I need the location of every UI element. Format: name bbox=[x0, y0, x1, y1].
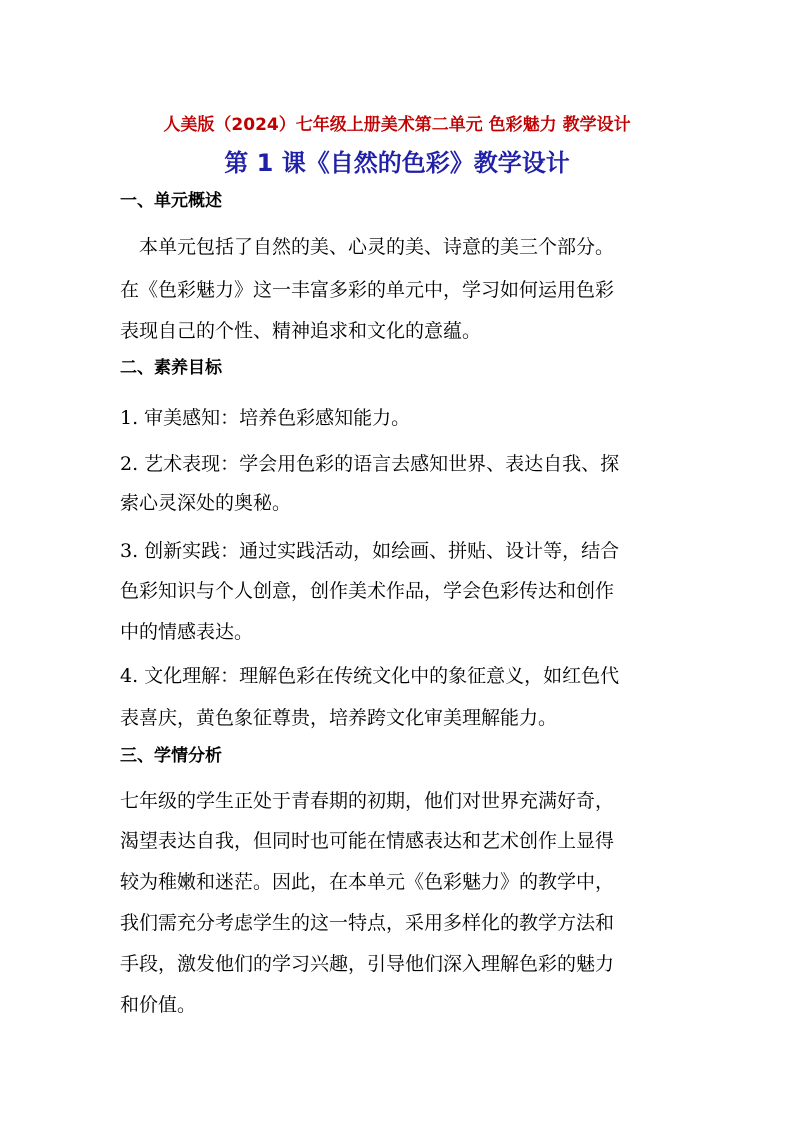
goal-item-continued: 色彩知识与个人创意，创作美术作品，学会色彩传达和创作 bbox=[120, 580, 615, 602]
goal-item: 3. 创新实践：通过实践活动，如绘画、拼贴、设计等，结合 bbox=[120, 540, 620, 562]
paragraph-line: 我们需充分考虑学生的这一特点，采用多样化的教学方法和 bbox=[120, 912, 615, 934]
goal-item-continued: 表喜庆，黄色象征尊贵，培养跨文化审美理解能力。 bbox=[120, 707, 558, 729]
goal-item: 2. 艺术表现：学会用色彩的语言去感知世界、表达自我、探 bbox=[120, 453, 620, 475]
section-heading-learner-analysis: 三、学情分析 bbox=[120, 746, 222, 766]
section-heading-unit-overview: 一、单元概述 bbox=[120, 191, 222, 211]
lesson-title: 第 1 课《自然的色彩》教学设计 bbox=[224, 149, 570, 177]
paragraph-line: 本单元包括了自然的美、心灵的美、诗意的美三个部分。 bbox=[139, 236, 615, 258]
paragraph-line: 渴望表达自我，但同时也可能在情感表达和艺术创作上显得 bbox=[120, 830, 615, 852]
goal-item: 1. 审美感知：培养色彩感知能力。 bbox=[120, 407, 411, 429]
goal-item-continued: 索心灵深处的奥秘。 bbox=[120, 492, 292, 514]
goal-item: 4. 文化理解：理解色彩在传统文化中的象征意义，如红色代 bbox=[120, 665, 620, 687]
paragraph-line: 较为稚嫩和迷茫。因此，在本单元《色彩魅力》的教学中， bbox=[120, 871, 615, 893]
paragraph-line: 在《色彩魅力》这一丰富多彩的单元中，学习如何运用色彩 bbox=[120, 279, 615, 301]
paragraph-line: 七年级的学生正处于青春期的初期，他们对世界充满好奇， bbox=[120, 790, 615, 812]
goal-item-continued: 中的情感表达。 bbox=[120, 621, 254, 643]
section-heading-literacy-goals: 二、素养目标 bbox=[120, 358, 222, 378]
paragraph-line: 表现自己的个性、精神追求和文化的意蕴。 bbox=[120, 320, 482, 342]
paragraph-line: 手段，激发他们的学习兴趣，引导他们深入理解色彩的魅力 bbox=[120, 953, 615, 975]
document-top-title: 人美版（2024）七年级上册美术第二单元 色彩魅力 教学设计 bbox=[163, 115, 631, 135]
paragraph-line: 和价值。 bbox=[120, 994, 197, 1016]
